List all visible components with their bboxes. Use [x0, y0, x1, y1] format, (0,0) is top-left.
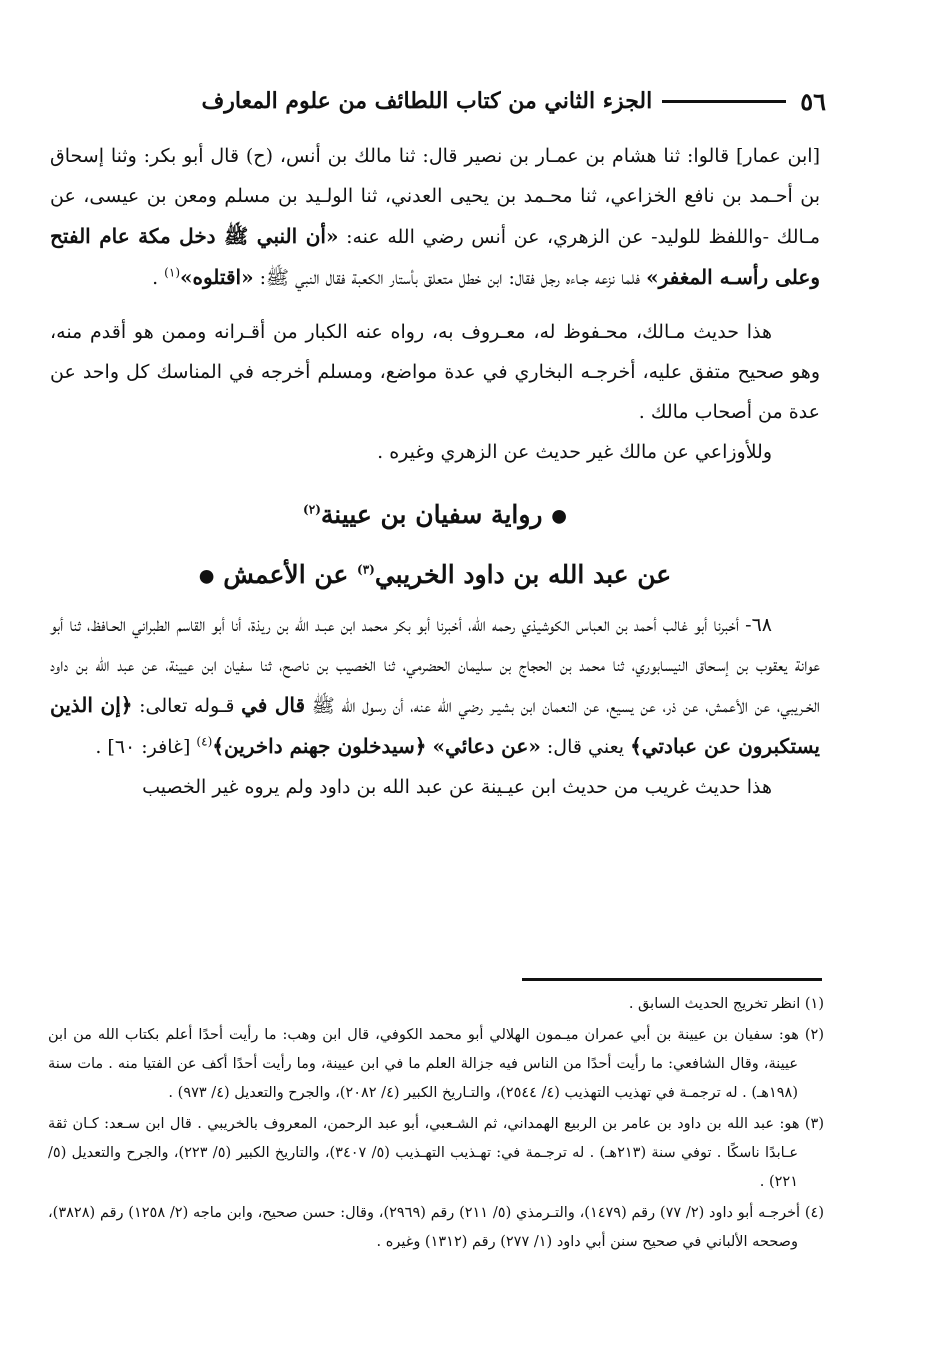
- heading-text: عن عبد الله بن داود الخريبي: [374, 559, 672, 589]
- section-heading-1: [50, 486, 820, 546]
- text-segment: يعني قال:: [540, 736, 631, 758]
- text-segment: قـوله تعالى:: [132, 695, 242, 717]
- quran-text: ﴿سيدخلون جهنم داخرين﴾: [212, 734, 427, 758]
- paragraph-4: [50, 605, 820, 767]
- footnote-3: (٣) هو: عبد الله بن داود بن عامر بن الربيع الهمداني، ثم الشـعبي، أبو عبد الرحمن، المعروف بالخريبي . قال ابن سـعد: كـان ثقة عـابدًا ناسكًا . توفي سنة (٢١٣هـ) . له ترجـمة في: تهـذيب التهـذيب (٥/ ٣٤٠٧)، والتاريخ الكبير (٥/ ٢٢٣)، والجرح والتعديل (٥/ ٢٢١) .: [48, 1116, 824, 1190]
- main-text: [50, 136, 820, 807]
- text-segment: فلما نزعه جـاءه رجل فقال: ابن خطل متعلق بأستار الكعبة فقال النبي ﷺ:: [253, 267, 647, 289]
- footnote-ref: (٢): [303, 502, 321, 517]
- text-segment: [غافر: ٦٠] .: [95, 736, 197, 758]
- footnote-ref: (٣): [357, 562, 375, 577]
- bullet-icon: ●: [198, 565, 215, 586]
- running-title: الجزء الثاني من كتاب اللطائف من علوم المعارف: [201, 88, 653, 114]
- footnote-ref: (٤): [196, 734, 213, 749]
- footnote-separator: [522, 978, 822, 981]
- text-segment: [ابن عمار] قالوا: ثنا هشام بن عمـار بن نصير قال: ثنا مالك بن أنس، (ح) قال أبو بكر: وثنا إسحاق بن أحـمد بن نافع الخزاعي، ثنا محـمد بن يحيى العدني، ثنا الولـيد بن مسلم ومعن بن عيسى، عن مـالك -واللفظ للوليد- عن الزهري، عن أنس رضي الله عنه:: [50, 145, 821, 248]
- paragraph-3: وللأوزاعي عن مالك غير حديث عن الزهري وغيره .: [377, 441, 772, 463]
- bullet-icon: ●: [551, 505, 567, 527]
- header-rule: [662, 100, 786, 103]
- section-heading-2: [50, 546, 820, 606]
- heading-text: رواية سفيان بن عيينة: [320, 500, 543, 529]
- footnotes: [48, 990, 824, 1259]
- footnote-1: (١) انظر تخريج الحديث السابق .: [628, 996, 824, 1012]
- heading-text: عن الأعمش: [223, 559, 357, 589]
- footnote-2: (٢) هو: سفيان بن عيينة بن أبي عمران ميـمون الهلالي أبو محمد الكوفي، قال ابن وهب: ما رأيت أحدًا أعلم بكتاب الله من ابن عيينة، وقال الشافعي: ما رأيت أحدًا من الناس فيه جزالة العلم ما في ابن عيينة، وما رأيت أحدًا أكف عن الفتيا منه . مات سنة (١٩٨هـ) . له ترجمـة في تهذيب التهذيب (٤/ ٢٥٤٤)، والتـاريخ الكبير (٤/ ٢٠٨٢)، والجرح والتعديل (٤/ ٩٧٣) .: [48, 1027, 824, 1101]
- hadith-text: «أن النبي ﷺ دخل مكة عام الفتح وعلى رأسـه المغفر»: [50, 224, 820, 289]
- paragraph-2: هذا حديث مـالك، محـفوظ له، معـروف به، رواه عنه الكبار من أقـرانه وممن هو أقدم منه، وهو صحيح متفق عليه، أخرجـه البخاري في عدة مواضع، ومسلم أخرجه في المناسك كل واحد عن عدة من أصحاب مالك .: [50, 321, 820, 423]
- hadith-text: «عن دعائي»: [432, 734, 541, 758]
- paragraph-5: هذا حديث غريب من حديث ابن عيـينة عن عبد الله بن داود ولم يروه غير الخصيب: [142, 776, 772, 798]
- text-segment: .: [152, 267, 165, 289]
- footnote-4: (٤) أخرجـه أبو داود (٢/ ٧٧) رقم (١٤٧٩)، والتـرمذي (٥/ ٢١١) رقم (٢٩٦٩)، وقال: حسن صحيح، وابن ماجه (٢/ ١٢٥٨) رقم (٣٨٢٨)، وصححه الألباني في صحيح سنن أبي داود (١/ ٢٧٧) رقم (١٣١٢) وغيره .: [48, 1205, 824, 1250]
- text-segment: ٦٨- أخبرنا أبو غالب أحمد بن العباس الكوشيذي رحمه الله، أخبرنا أبو بكر محمد ابن عبـد الله بن ريذة، أنا أبو القاسم الطبراني الحـافظ، ثنا أبو عوانة يعقوب بن إسـحاق النيسابوري، ثنا محمد بن الحجاج بن سليمان الحضرمي، ثنا الخصيب بن ناصح، ثنا سفيان ابن عيينة، عن عبد الله بن داود الخـريبي، عن الأعمش، عن ذر، عن يسيع، عن النعمان ابن بشيـر رضي الله عنه، أن رسول الله ﷺ: [50, 614, 820, 717]
- page-number: ٥٦: [800, 86, 826, 116]
- hadith-text: قال في: [241, 693, 306, 717]
- page-header: [46, 84, 826, 118]
- quran-text: ﴿إن الذين يستكبرون عن عبادتي﴾: [50, 693, 820, 758]
- hadith-text: «اقتلوه»: [180, 265, 254, 289]
- paragraph-1: [50, 136, 820, 298]
- footnote-ref: (١): [164, 265, 180, 280]
